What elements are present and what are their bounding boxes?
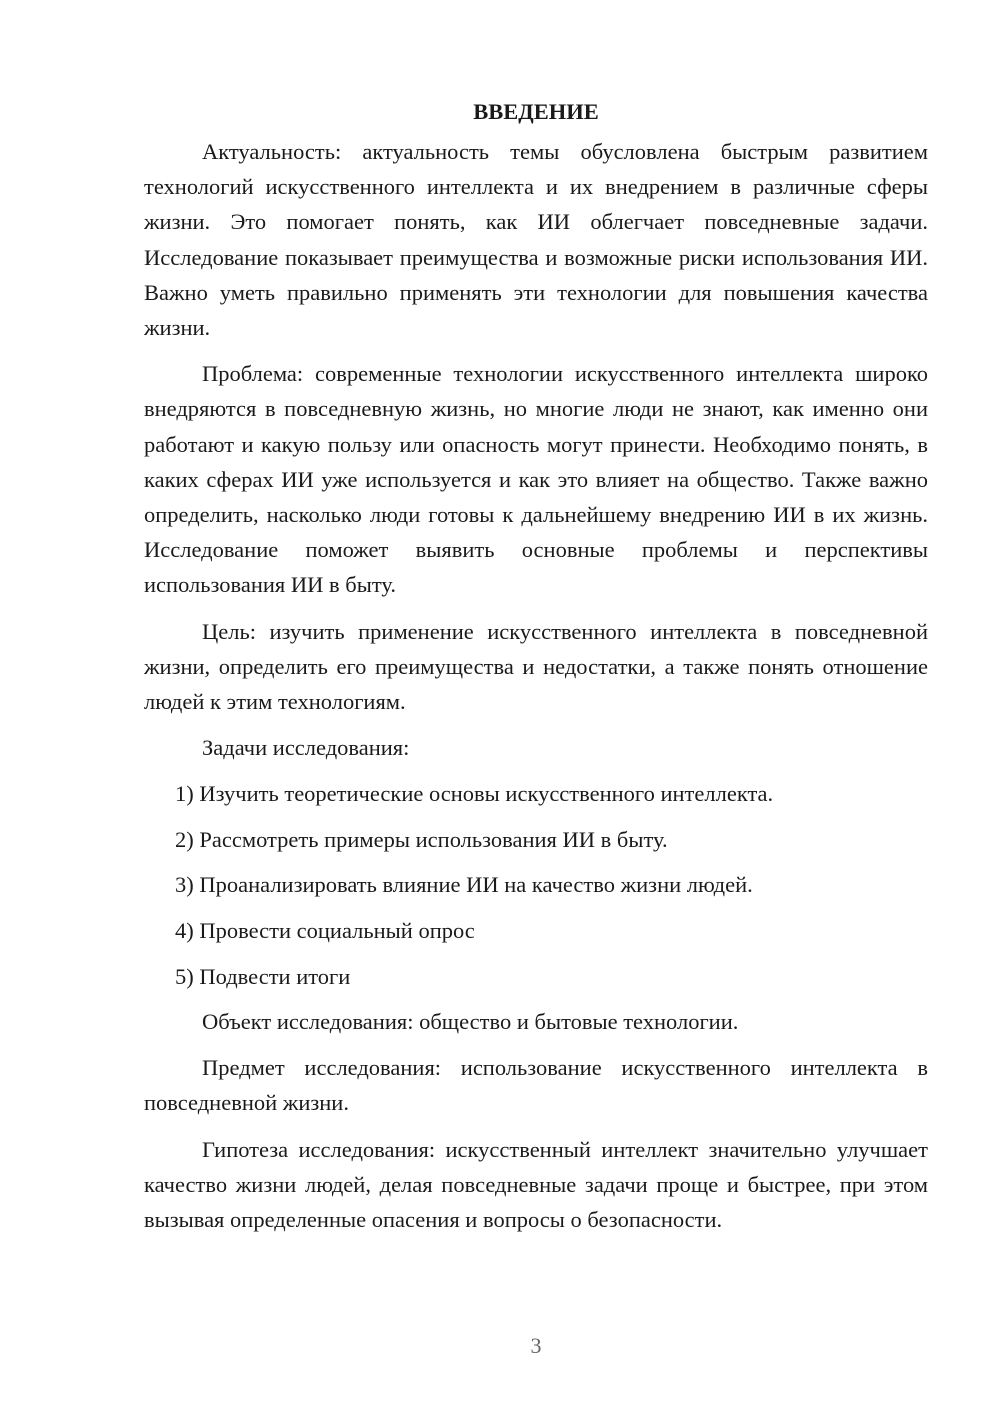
list-item: 5) Подвести итоги [175, 963, 351, 989]
tasks-list [144, 776, 928, 994]
goal-paragraph: Цель: изучить применение искусственного интеллекта в повседневной жизни, определить его преимущества и недостатки, а также понять отношение людей к этим технологиям. [144, 618, 928, 715]
page-content [144, 94, 928, 1248]
tasks-heading: Задачи исследования: [202, 735, 410, 761]
section-title: ВВЕДЕНИЕ [473, 99, 599, 124]
page-number: 3 [530, 1333, 542, 1358]
list-item: 1) Изучить теоретические основы искусственного интеллекта. [175, 780, 774, 806]
object-paragraph: Объект исследования: общество и бытовые технологии. [202, 1009, 739, 1035]
problem-paragraph: Проблема: современные технологии искусственного интеллекта широко внедряются в повседневную жизнь, но многие люди не знают, как именно они работают и какую пользу или опасность могут принести. Необходимо понять, в каких сферах ИИ уже используется и как это влияет на общество. Также важно определить, насколько люди готовы к дальнейшему внедрению ИИ в их жизнь. Исследование поможет выявить основные проблемы и перспективы использования ИИ в быту. [144, 361, 928, 598]
relevance-paragraph: Актуальность: актуальность темы обусловлена быстрым развитием технологий искусственного интеллекта и их внедрением в различные сферы жизни. Это помогает понять, как ИИ облегчает повседневные задачи. Исследование показывает преимущества и возможные риски использования ИИ. Важно уметь правильно применять эти технологии для повышения качества жизни. [144, 139, 928, 341]
hypothesis-paragraph: Гипотеза исследования: искусственный интеллект значительно улучшает качество жизни людей, делая повседневные задачи проще и быстрее, при этом вызывая определенные опасения и вопросы о безопасности. [144, 1136, 928, 1232]
subject-paragraph: Предмет исследования: использование искусственного интеллекта в повседневной жизни. [144, 1055, 928, 1116]
list-item: 3) Проанализировать влияние ИИ на качество жизни людей. [175, 872, 753, 898]
list-item: 2) Рассмотреть примеры использования ИИ в быту. [175, 826, 668, 852]
list-item: 4) Провести социальный опрос [175, 918, 475, 944]
